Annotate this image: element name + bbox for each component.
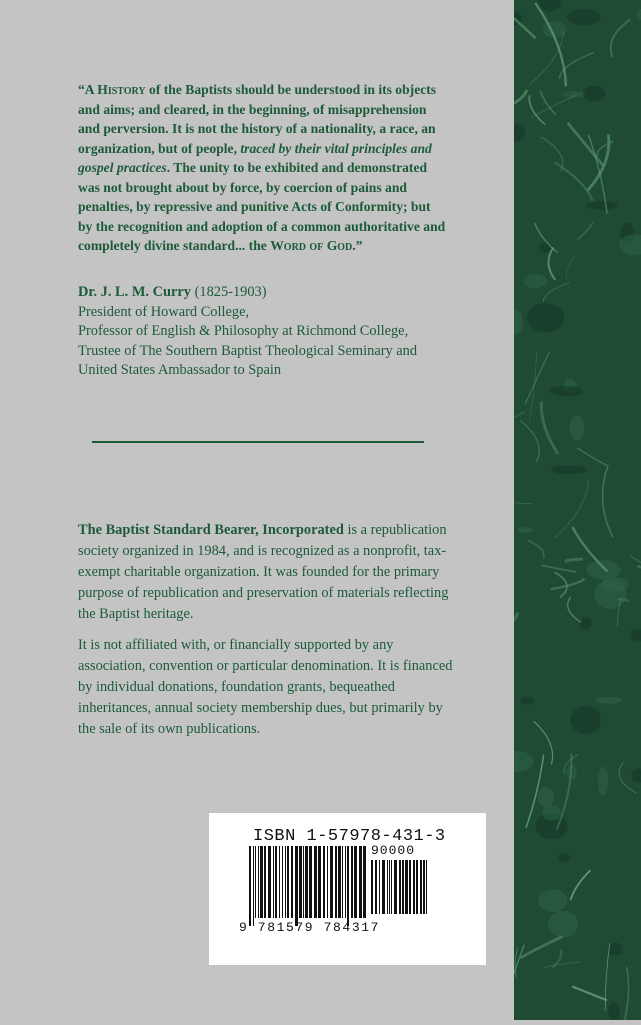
- marble-patch: [538, 889, 567, 912]
- marble-patch: [598, 767, 609, 796]
- marble-patch: [586, 560, 620, 579]
- word-of-god-small-caps: Word of God: [270, 238, 353, 253]
- barcode-bar: [287, 846, 289, 918]
- marble-patch: [632, 769, 641, 783]
- barcode-bar: [323, 846, 325, 918]
- marble-patch: [586, 201, 617, 209]
- barcode-bar: [413, 860, 415, 914]
- marble-patch: [608, 1003, 620, 1020]
- barcode-bar: [309, 846, 312, 918]
- marble-patch: [580, 617, 592, 629]
- barcode-bar: [351, 846, 353, 918]
- marble-vein: [530, 33, 564, 84]
- marble-vein: [514, 612, 518, 621]
- marble-patch: [583, 86, 605, 101]
- marble-vein: [528, 540, 544, 558]
- curry-quote: “A History of the Baptists should be understood in its objects and aims; and cleared, in the beginning, of misapprehension and perversion. It is not the history of a nationality, a race, an organization, but of people, traced by their vital principles and gospel practices. The unity to be exhibited and demonstrated was not brought about by force, by coercion of pains and penalties, by repressive and punitive Acts of Conformity; but by the recognition and adoption of a common authoritative and completely divine standard... the Word of God.”: [78, 82, 446, 253]
- ean-barcode-bars: [249, 846, 367, 926]
- marble-patch: [569, 415, 584, 440]
- barcode-bar: [268, 846, 271, 918]
- marble-vein: [597, 141, 614, 157]
- barcode-bar: [359, 846, 362, 918]
- barcode-bar: [420, 860, 422, 914]
- barcode-bar: [275, 846, 277, 918]
- barcode-bar: [295, 846, 298, 926]
- marble-patch: [514, 309, 523, 335]
- marble-vein: [570, 870, 590, 900]
- author-title-line: Professor of English & Philosophy at Richmond College,: [78, 323, 409, 339]
- barcode-bar: [405, 860, 408, 914]
- quote-italic: traced by their vital principles and gospel practices: [78, 140, 432, 175]
- author-line: [78, 283, 478, 303]
- barcode-bar: [363, 846, 366, 918]
- barcode-bar: [279, 846, 280, 918]
- barcode-bar: [255, 846, 256, 918]
- isbn-label: ISBN 1-57978-431-3: [253, 827, 446, 846]
- marble-vein: [572, 986, 607, 1000]
- marble-patch: [514, 124, 525, 142]
- history-small-caps: History: [97, 82, 146, 97]
- marble-patch: [567, 9, 600, 25]
- marble-patch: [559, 853, 570, 862]
- marble-patch: [539, 0, 561, 12]
- price-code: 90000: [371, 843, 416, 858]
- marble-pattern: [514, 0, 641, 1020]
- barcode-bar: [387, 860, 388, 914]
- barcode-bar: [299, 846, 302, 918]
- marble-patch: [562, 91, 586, 98]
- marble-vein: [514, 5, 535, 38]
- marble-vein: [514, 411, 525, 432]
- barcode-bar: [335, 846, 337, 918]
- marble-vein: [542, 565, 577, 572]
- marble-vein: [543, 282, 569, 302]
- marble-patch: [551, 465, 587, 474]
- marble-vein: [520, 936, 562, 958]
- barcode-bar: [327, 846, 328, 918]
- marble-vein: [535, 3, 566, 86]
- marble-patch: [521, 697, 535, 705]
- marble-patch: [538, 787, 554, 808]
- barcode-bar: [273, 846, 274, 918]
- barcode-bar: [391, 860, 392, 914]
- author-title-line: President of Howard College,: [78, 303, 250, 320]
- marble-vein: [566, 256, 575, 281]
- barcode-bar: [423, 860, 425, 914]
- barcode-bar: [409, 860, 411, 914]
- marble-vein: [544, 962, 581, 968]
- marble-vein: [577, 223, 592, 240]
- barcode-bar: [371, 860, 373, 914]
- author-title-line: United States Ambassador to Spain: [78, 362, 282, 378]
- barcode-bar: [318, 846, 321, 918]
- marble-vein: [555, 162, 593, 200]
- marble-vein: [520, 421, 539, 463]
- marble-vein: [566, 559, 583, 561]
- marble-vein: [611, 20, 630, 58]
- marble-patch: [514, 751, 534, 773]
- marble-patch: [595, 697, 622, 704]
- marble-patch: [550, 386, 583, 396]
- barcode-bar: [253, 846, 254, 926]
- marble-patch: [630, 629, 641, 641]
- barcode-bar: [389, 860, 390, 914]
- marble-patch: [571, 706, 601, 735]
- quote-attribution: [78, 283, 478, 381]
- marble-vein: [555, 478, 589, 537]
- barcode-bar: [394, 860, 397, 914]
- marble-vein: [531, 95, 576, 117]
- barcode-bar: [347, 846, 349, 926]
- barcode-bar: [342, 846, 343, 918]
- barcode-bar: [305, 846, 308, 918]
- barcode-bar: [379, 860, 380, 914]
- isbn-barcode-box: [209, 813, 486, 965]
- divider-rule: [92, 441, 424, 443]
- marble-vein: [548, 248, 555, 280]
- society-description: The Baptist Standard Bearer, Incorporated is a republication society organized in 1984, and is recognized as a nonprofit, tax-exempt charitable organization. It was founded for the primary purpose of republication and preservation of materials reflecting the Baptist heritage.: [78, 522, 449, 622]
- barcode-bar: [303, 846, 304, 918]
- barcode-bar: [264, 846, 266, 918]
- marble-vein: [529, 95, 545, 124]
- barcode-bar: [402, 860, 404, 914]
- marble-patch: [602, 577, 629, 591]
- author-title-line: Trustee of The Southern Baptist Theological Seminary and: [78, 342, 418, 359]
- marble-patch: [527, 303, 565, 332]
- barcode-bar: [330, 846, 333, 918]
- addon-barcode-bars: [371, 860, 431, 922]
- marble-patch: [608, 943, 623, 956]
- barcode-bar: [285, 846, 286, 918]
- marble-vein: [630, 556, 641, 596]
- marble-patch: [548, 911, 578, 938]
- barcode-bar: [382, 860, 385, 914]
- marble-vein: [602, 465, 612, 537]
- marble-vein: [554, 572, 567, 597]
- marble-patch: [518, 527, 534, 533]
- barcode-bar: [338, 846, 341, 918]
- barcode-bar: [249, 846, 251, 926]
- marble-patch: [542, 805, 561, 820]
- marble-vein: [577, 448, 607, 466]
- barcode-bar: [354, 846, 357, 918]
- marble-vein: [541, 401, 558, 453]
- barcode-bar: [260, 846, 263, 918]
- marble-vein: [568, 597, 581, 623]
- marble-vein: [525, 352, 549, 404]
- barcode-bar: [345, 846, 346, 918]
- author-years: (1825-1903): [190, 284, 267, 300]
- marble-vein: [514, 501, 532, 503]
- barcode-bar: [416, 860, 418, 914]
- author-name: Dr. J. L. M. Curry: [78, 284, 191, 300]
- ean-digits: 9 781579 784317: [239, 920, 381, 935]
- barcode-bar: [291, 846, 293, 918]
- marble-vein: [568, 123, 604, 166]
- marble-spine-texture: [514, 0, 641, 1020]
- society-name: The Baptist Standard Bearer, Incorporated: [78, 522, 344, 538]
- marble-patch: [524, 274, 548, 288]
- marble-vein: [514, 90, 527, 106]
- barcode-bar: [375, 860, 377, 914]
- barcode-bar: [426, 860, 427, 914]
- barcode-bar: [399, 860, 401, 914]
- barcode-bar: [282, 846, 283, 918]
- barcode-bar: [314, 846, 317, 918]
- marble-patch: [636, 9, 641, 20]
- marble-vein: [638, 566, 641, 577]
- society-affiliation: It is not affiliated with, or financially supported by any association, convention or particular denomination. It is financed by individual donations, foundation grants, bequeathed inheritances, annual society membership dues, but primarily by the sale of its own publications.: [78, 637, 453, 737]
- barcode-bar: [258, 846, 259, 918]
